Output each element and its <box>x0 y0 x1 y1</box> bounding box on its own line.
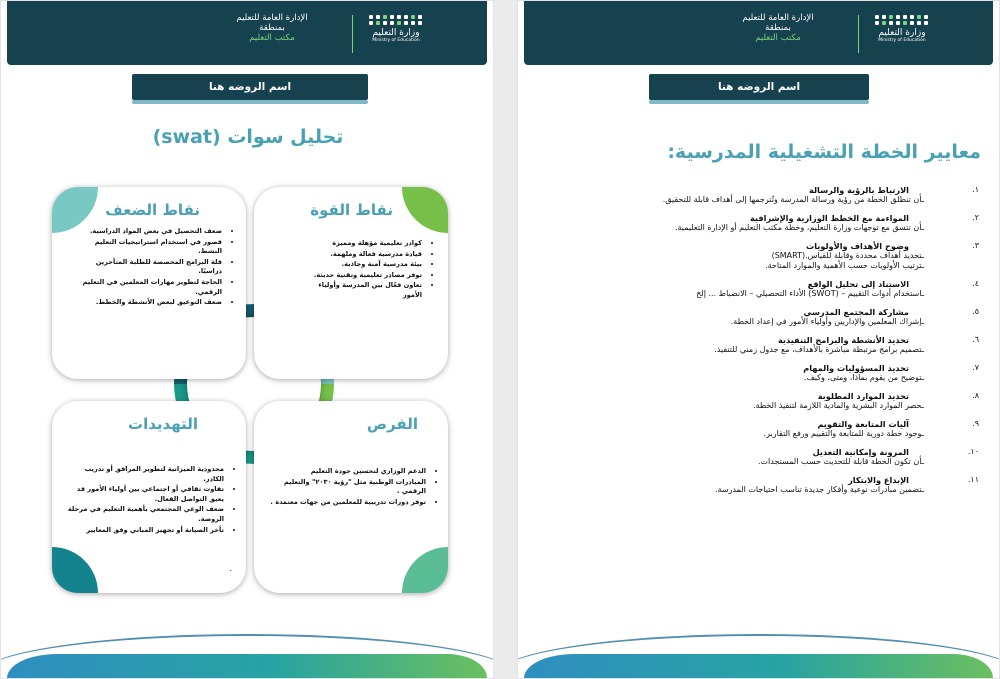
criteria-list <box>579 185 979 503</box>
criteria-desc: ـأن تكون الخطة قابلة للتحديث حسب المستجدات. <box>757 457 924 466</box>
criteria-number: ٢. <box>972 213 979 222</box>
threats-corner-accent <box>52 547 98 593</box>
weaknesses-item: • ضعف التحصيل في بعض المواد الدراسية. <box>74 227 222 237</box>
header-banner <box>524 1 993 65</box>
footer-band <box>7 654 487 678</box>
criteria-number: ٩. <box>972 419 979 428</box>
criteria-desc: ـاستخدام أدوات التقييم – (SWOT) الأداء التحصيلي – الانضباط ... إلخ <box>696 289 924 298</box>
weaknesses-item: • قلة البرامج المخصصة للطلبة المتأخرين دراسيًا. <box>74 258 222 277</box>
criteria-item <box>579 447 979 467</box>
criteria-number: ١٠. <box>967 447 979 456</box>
criteria-item <box>579 475 979 495</box>
header-banner <box>7 1 487 65</box>
criteria-heading: تحديد الموارد المطلوبة <box>817 391 909 401</box>
kindergarten-name-bar: اسم الروضه هنا <box>132 74 368 100</box>
criteria-desc: ـتوضيح من يقوم بماذا، ومتى، وكيف. <box>803 373 924 382</box>
criteria-desc: ـتضمين مبادرات نوعية وأفكار جديدة تناسب احتياجات المدرسة. <box>714 485 924 494</box>
criteria-desc: ـتحديد أهداف محددة وقابلة للقياس.(SMART) <box>771 251 924 260</box>
criteria-item <box>579 335 979 355</box>
criteria-item <box>579 391 979 411</box>
threats-item: • تفاوت ثقافي أو اجتماعي بين أولياء الأمور قد يعيق التواصل الفعال. <box>64 485 224 504</box>
ministry-name-ar: وزارة التعليم <box>372 28 420 38</box>
page-gutter <box>494 0 517 679</box>
criteria-item <box>579 185 979 205</box>
criteria-heading: المرونة وإمكانية التعديل <box>812 447 909 457</box>
criteria-number: ٧. <box>972 363 979 372</box>
ministry-name-en: Ministry of Education <box>372 38 420 43</box>
weaknesses-title: نقاط الضعف <box>105 201 200 219</box>
strengths-item: • كوادر تعليمية مؤهلة ومميزة <box>312 239 422 249</box>
threats-item: • تأخر الصيانة أو تجهيز المباني وفق المعايير <box>64 526 224 536</box>
criteria-desc: ـإشراك المعلمين والإداريين وأولياء الأمور في إعداد الخطة. <box>730 317 924 326</box>
criteria-desc: ـأن تنطلق الخطة من رؤية ورسالة المدرسة وتُترجمها إلى أهداف قابلة للتحقيق. <box>662 195 924 204</box>
admin-office: مكتب التعليم <box>755 33 801 43</box>
admin-office: مكتب التعليم <box>249 33 295 43</box>
opportunities-item: • توفر دورات تدريبية للمعلمين من جهات معتمدة . <box>268 498 426 508</box>
admin-line1: الإدارة العامة للتعليم <box>236 13 308 23</box>
ministry-logo-icon <box>366 15 426 25</box>
ministry-name-ar: وزارة التعليم <box>878 28 926 38</box>
header-divider <box>858 15 859 53</box>
swot-title: تحليل سوات (swat) <box>152 126 344 148</box>
criteria-heading: آليات المتابعة والتقويم <box>817 419 909 429</box>
criteria-desc: ـترتيب الأولويات حسب الأهمية والموارد المتاحة. <box>765 261 924 270</box>
criteria-number: ٥. <box>972 307 979 316</box>
threats-item: • ضعف الوعي المجتمعي بأهمية التعليم في مرحلة الروضة. <box>64 505 224 524</box>
opportunities-title: الفرص <box>366 415 418 433</box>
criteria-heading: المواءمة مع الخطط الوزارية والإشرافية <box>749 213 909 223</box>
criteria-desc: ـوجود خطة دورية للمتابعة والتقييم ورفع التقارير. <box>763 429 924 438</box>
strengths-card <box>254 187 448 379</box>
threats-list <box>64 465 234 536</box>
admin-line2: بمنطقة <box>259 23 285 33</box>
criteria-item <box>579 279 979 299</box>
criteria-number: ١١. <box>967 475 979 484</box>
weaknesses-item: • قصور في استخدام استراتيجيات التعليم النشط. <box>74 238 222 257</box>
ministry-logo <box>359 15 433 59</box>
strengths-item: • تعاون فعّال بين المدرسة وأولياء الأمور <box>312 281 422 300</box>
weaknesses-list <box>74 227 232 309</box>
criteria-heading: تحديد الأنشطة والبرامج التنفيذية <box>777 335 909 345</box>
opportunities-item: • المبادرات الوطنية مثل "رؤية ٢٠٣٠" والتعليم الرقمي . <box>268 478 426 497</box>
criteria-number: ٣. <box>972 241 979 250</box>
criteria-number: ٦. <box>972 335 979 344</box>
strengths-corner-accent <box>402 187 448 233</box>
opportunities-card <box>254 401 448 593</box>
criteria-title: معايير الخطة التشغيلية المدرسية: <box>667 141 981 163</box>
strengths-item: • بيئة مدرسية آمنة وجاذبة. <box>312 260 422 270</box>
criteria-item <box>579 213 979 233</box>
weaknesses-item: • الحاجة لتطوير مهارات المعلمين في التعليم الرقمي. <box>74 278 222 297</box>
criteria-number: ٨. <box>972 391 979 400</box>
admin-block <box>713 13 843 43</box>
strengths-title: نقاط القوة <box>310 201 393 219</box>
criteria-desc: ـتصميم برامج مرتبطة مباشرة بالأهداف، مع جدول زمني للتنفيذ. <box>714 345 924 354</box>
criteria-desc: ـأن تتسق مع توجهات وزارة التعليم، وخطة مكتب التعليم أو الإدارة التعليمية. <box>674 223 924 232</box>
criteria-heading: مشاركة المجتمع المدرسي <box>803 307 909 317</box>
weaknesses-item: • ضعف التوعيق لبعض الأنشطة والخطط. <box>74 298 222 308</box>
footer-band <box>524 654 993 678</box>
criteria-item <box>579 307 979 327</box>
criteria-item <box>579 419 979 439</box>
page-criteria <box>517 0 1000 679</box>
weaknesses-card <box>52 187 246 379</box>
criteria-number: ٤. <box>972 279 979 288</box>
page-swot <box>0 0 494 679</box>
criteria-heading: الارتباط بالرؤية والرسالة <box>809 185 909 195</box>
criteria-heading: وضوح الأهداف والأولويات <box>805 241 909 251</box>
strengths-list <box>312 239 432 302</box>
threats-item: • محدودية الميزانية لتطوير المرافق أو تدريب الكادر. <box>64 465 224 484</box>
criteria-heading: تحديد المسؤوليات والمهام <box>803 363 909 373</box>
criteria-desc: ـحصر الموارد البشرية والمادية اللازمة لتنفيذ الخطة. <box>752 401 924 410</box>
strengths-item: • قيادة مدرسية فعالة وملهمة. <box>312 250 422 260</box>
ministry-logo <box>865 15 939 59</box>
admin-line2: بمنطقة <box>765 23 791 33</box>
ministry-logo-icon <box>872 15 932 25</box>
strengths-item: • توفر مصادر تعليمية وتقنية حديثة. <box>312 271 422 281</box>
criteria-heading: الاستناد إلى تحليل الواقع <box>807 279 909 289</box>
threats-trailing-mark: . <box>229 564 232 573</box>
kindergarten-name-bar: اسم الروضه هنا <box>649 74 869 100</box>
criteria-heading: الإبداع والابتكار <box>848 475 909 485</box>
criteria-number: ١. <box>972 185 979 194</box>
threats-card <box>52 401 246 593</box>
opportunities-item: • الدعم الوزاري لتحسين جودة التعليم <box>268 467 426 477</box>
threats-title: التهديدات <box>128 415 198 433</box>
opportunities-list <box>268 467 436 508</box>
header-divider <box>352 15 353 53</box>
ministry-name-en: Ministry of Education <box>878 38 926 43</box>
criteria-item <box>579 241 979 271</box>
criteria-item <box>579 363 979 383</box>
opportunities-corner-accent <box>402 547 448 593</box>
admin-line1: الإدارة العامة للتعليم <box>742 13 814 23</box>
admin-block <box>207 13 337 43</box>
